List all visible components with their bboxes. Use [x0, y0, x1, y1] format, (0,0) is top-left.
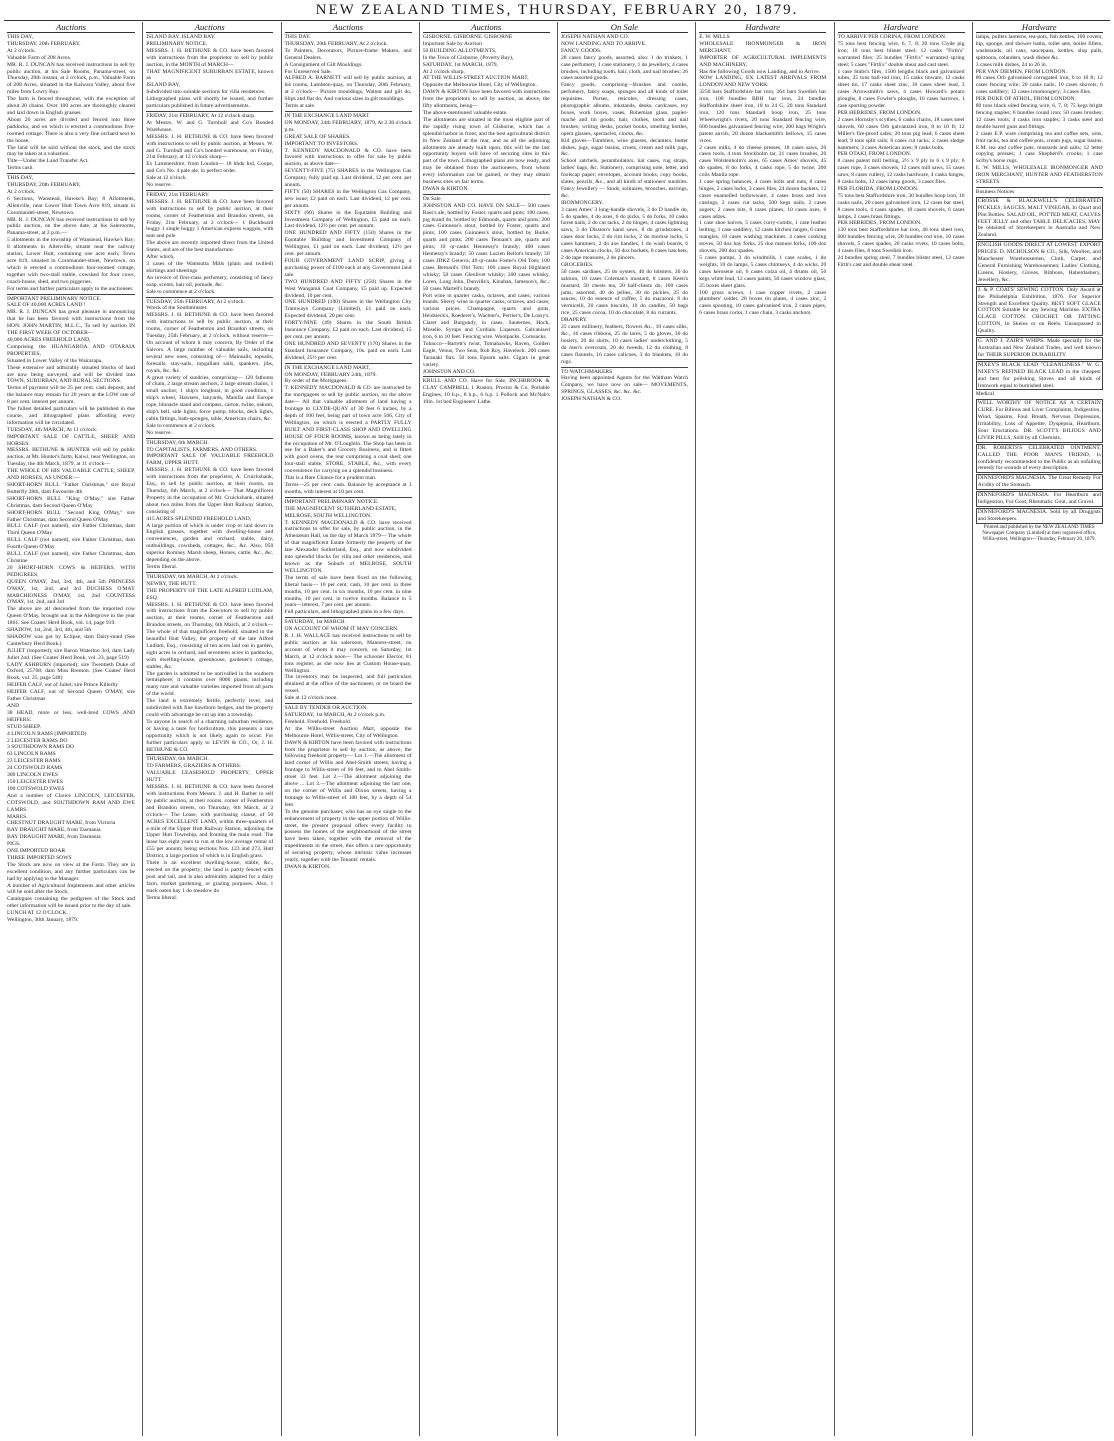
columns — [4, 22, 1110, 1438]
ad-heading: ISLAND BAY. ISLAND BAY. — [146, 34, 216, 40]
ad-heading: 24 COTSWOLD RAMS — [7, 765, 63, 772]
ad-body-text: BULL CALF (not named), sire Father Christmas, dam Christine — [7, 551, 135, 564]
ad-body-text: MR. R. J. DUNCAN has received instructions to sell by public auction, at his Sale Rooms, Panama-street, on Thursday, 20th instant, at 2 o'clock, p.m., Valuable Farm of 208 Acres, situated in the Kaiwara Valley, about five miles from Lowry Bay. — [7, 61, 135, 96]
column-rule — [146, 572, 273, 573]
ad-heading: SATURDAY, 1st MARCH. — [284, 619, 346, 626]
column-rule — [976, 187, 1103, 188]
ad-heading: On Sale — [422, 195, 441, 202]
ad-heading: Terms at sale. — [284, 103, 316, 110]
ad-body-text: DAWN & KIRTON have been favored with instructions from the proprietors to sell by auction, as above, the fifty allotments, being— — [422, 89, 550, 110]
ad-body-text: 3 cases milk dishes, 24 to 26 in. — [975, 61, 1048, 68]
ad-heading: Terms liberal. — [146, 894, 178, 901]
ad-heading: IMPORTANT SALE OF VALUABLE FREEHOLD FARM, UPPER HUTT. — [146, 453, 274, 467]
ad-heading: AT THE WILLIS-STREET AUCTION MART, — [422, 75, 529, 82]
masthead: NEW ZEALAND TIMES, THURSDAY, FEBRUARY 20, 1879. — [315, 2, 799, 18]
ad-heading: ON MONDAY, FEBRUARY 24th, 1879. — [284, 371, 377, 378]
ad-heading: Important Sale by Auction — [422, 40, 482, 47]
ad-body-text: An invoice of first-class perfumery, consisting of fancy soap, scents, hair oil, pomade, &c. — [146, 274, 274, 288]
column-4 — [419, 22, 553, 1436]
ad-body-text: T. KENNEDY MACDONALD & CO. are instructed by the mortgagees to sell by public auction, on the above date— All that valuable allotment of land having a frontage to CLYDE-QUAY of 30 feet 6 inches, by a depth of 100 feet, being part of town acre 566, City of Wellington, on which is erected a PARTLY FULLY BUILT AND FIRST-CLASS SHOP AND DWELLING HOUSE OF FOUR ROOMS, known as being lately in the occupation of Mr. O'Loughlin. The Shop has been in use for a Baker's and Grocery Business, and is fitted with good ovens, the rear comprising a coal shed; one four-stall stable, STORE, STABLE, &c., with every convenience for carrying on a splendid business. — [284, 385, 412, 475]
ad-heading: Wreck of the Southminster. — [146, 305, 208, 312]
ad-body-text: 75 tons best Staffordshire iron, 30 bundles hoop iron, 16 casks nails, 20 cases galvanised iron, 12 cases bar steel, 8 cases tools, 4 cases spades, 10 cases shovels, 6 cases lamps, 2 cases brass fittings. — [837, 192, 965, 220]
ad-heading: At 2 o'clock. — [7, 188, 36, 195]
ad-heading: Business Notices — [975, 188, 1015, 195]
ad-heading: IRONMONGERY. — [561, 199, 604, 206]
ad-heading: No reserve. — [146, 429, 173, 436]
ad-heading: NEWRY, THE HUTT. — [146, 580, 197, 587]
ad-heading: IMPORTANT PRELIMINARY NOTICE. — [284, 498, 379, 505]
ad-heading: THIS DAY. — [284, 34, 311, 40]
ad-body-text: At Messrs. W. and G. Turnbull and Co's Bonded Warehouse. — [146, 119, 274, 133]
ad-body-text: To anyone in search of a charming suburban residence, or having a taste for horticulture, this presents a rare opportunity which is not likely again to occur. For further particulars apply to LEVIN & CO., Or, J. H. BETHUNE & CO. — [146, 718, 274, 753]
ad-heading: IMPORTANT TO INVESTORS. — [284, 140, 359, 147]
ad-heading: GROCERIES. — [561, 261, 594, 268]
ad-body-text: The above-mentioned valuable estate. — [422, 109, 508, 116]
ad-heading: TO ARRIVE PER CORINA, FROM LONDON. — [837, 34, 947, 40]
ad-heading: Sale at 12 o'clock noon. — [284, 695, 338, 702]
column-6 — [695, 22, 829, 1436]
ad-heading: No reserve. — [146, 182, 173, 189]
ad-body-text: At the Willis-street Auction Mart, opposite the Melbourne Hotel, Willis-street, City of Wellington. — [284, 725, 412, 739]
ad-body-text: SHORT-HORN BULL "Second King O'May," sire Father Christmas, dam Second Queen O'May — [7, 509, 135, 523]
ad-heading: THE PROPERTY OF THE LATE ALFRED LUDLAM, ESQ. — [146, 587, 274, 601]
ad-body-text: 3250 bars Staffordshire bar iron, 264 bars Swedish bar iron, 100 bundles BBH bar iron, 24 bundles Staffordshire sheet iron, 10 to 24 G, 20 tons Standard iron, 120 tons Standard hoop iron, 25 tons Wheelwright's rivets, 20 tons Standard fencing wire, 600 bundles galvanized fencing wire, 200 bags Wright's patent anvils, 20 dozen blacksmith's bellows, 15 cases vices. — [699, 89, 827, 144]
column-7 — [834, 22, 968, 1436]
ad-heading: IMPORTANT SALE OF CATTLE, SHEEP, AND HORSES. — [7, 433, 135, 447]
ad-body-text: SHORT-HORN BULL "Father Christmas," sire Royal Butterfly 28th, dam Favourite 4th — [7, 482, 135, 495]
ad-display-heading: JOSEPH NATHAN AND CO. — [561, 34, 630, 40]
ad-body-text: 2 cases Hornsby's scythes, 6 casks chains, 18 cases steel shovels, 60 cases Orb galvanized iron, 8 to 10 ft; 12 Miller's fire-proof safes; 20 tons pig lead; 6 cases sheet lead; 9 tons split rails; 6 cases cut tacks; 2 cases sledge hammers; 3 cases American axes; 8 casks bolts. — [837, 116, 965, 151]
ad-heading: THURSDAY, 6th MARCH, At 2 o'clock. — [146, 573, 239, 580]
ad-heading: 3 SOUTHDOWN RAMS DO — [7, 744, 74, 751]
ad-body-text: 5 allotments in the township of Wanstead, Hawke's Bay; 8 allotments in Allenville, situate near the railway station, Lower Hutt, containing one acre each; Town acre 819, situated in Coromandel-street, Newtown, on which is erected a commodious four-roomed cottage, together with two-stall stable, cowshed for four cows, coach-house, shed, and two piggeries. — [7, 237, 135, 285]
ad-heading: NOW LANDING AND TO ARRIVE. — [561, 40, 647, 47]
ad-heading: 100 COTSWOLD EWES — [7, 785, 65, 792]
ad-body-text: 50 cases sardines, 25 do oysters, 40 do lobsters, 30 do salmon, 10 cases Coleman's mustard, 8 cases Keen's mustard, 50 chests tea, 20 half-chests do, 100 cases jams, assorted, 40 do jellies, 30 do pickles, 25 do sauces, 10 do essence of coffee, 5 do macaroni, 8 do vermicelli, 20 cases biscuits, 10 do candles, 50 bags rice, 25 cases cocoa, 10 do chocolate, 8 do currants. — [561, 268, 688, 317]
boxed-advertisement: ENGLISH GOODS DIRECT AT LOWEST EXPORT PRICES. D. NICHOLSON & CO., Silk, Woollen, and Manchester Warehousemen, Cloth, Carpet, and General Furnishing Warehousemen; Ladies' Clothing, Linens, Hosiery, Gloves, Ribbons, Haberdashery, Jewellery, &c. — [977, 242, 1101, 283]
ad-heading: FANCY GOODS. — [561, 47, 602, 54]
ad-heading: TUESDAY, 4th MARCH, At 11 o'clock. — [7, 426, 98, 433]
ad-body-text: Terms of payment will be 25 per cent. cash deposit, and the balance may remain for 20 years at the LOW rate of 8 per cent. interest per annum. — [7, 385, 135, 406]
ad-heading: TUESDAY, 25th FEBRUARY, At 2 o'clock. — [146, 298, 246, 305]
ad-body-text: T. KENNEDY MACDONALD & CO. have received instructions to offer for sale, by public auction, in the Athenæum Hall, on the day of March 1879— The whole of that magnificent Estate formerly the property of the late Alexander Sutherland, Esq., and now subdivided into splendid blocks for villa and other residences, and known as the Suburb of MELROSE, SOUTH WELLINGTON. — [284, 519, 412, 574]
ad-heading: THURSDAY, 20th FEBRUARY, At 2 o'clock. — [284, 40, 388, 47]
ad-body-text: Port wine in quarter casks, octaves, and cases; various brands. Sherry wine in quarter casks, octaves, and cases; various prices. Champagne, quarts and pints, Heidsieck's, Roederer's, Wachter's, Perrier's, De Lossy's. Claret and Burgundy, in cases. Sauternes, Hock, Moselle. Syrups and Cordials. Liqueurs. Galvanised iron, 6 to 10 feet. Fencing wire. Woolpacks. Cornsacks. — [422, 292, 550, 340]
ad-body-text: Has the following Goods now Landing, and to Arrive. — [699, 68, 821, 75]
ad-heading: IMPORTANT PRELIMINARY NOTICE. — [7, 295, 102, 302]
boxed-advertisement: DINNEFORD'S MAGNESIA. The Great Remedy For Acidity of the Stomach. — [977, 475, 1101, 489]
ad-heading: PER OTAKI, FROM LONDON. — [837, 151, 912, 158]
ad-body-text: JOHNSTON AND CO. HAVE ON SALE— 500 cases Bass's ale, bottled by Foster, quarts and pints; 100 cases, pig brand do, bottled by Edmonds, quarts and pints; 200 cases Guinness's stout, bottled by Foster, quarts and pints; 100 cases Guinness's stout, bottled by Burke, quarts and pints; 200 cases Tennant's ale, quarts and pints; 10 qr-casks Hennessy's brandy; 400 cases Hennessy's brandy; 50 cases Lucien Bellot's brandy; 50 cases JDKZ Geneva; 40 qr-casks Foster's Old Tom; 100 cases Bernard's Old Tom; 100 cases Royal Highland whisky; 50 cases Glenlivet whisky; 200 cases whisky, Loren, Long John, Dunville's, Kinahan, Jameson's, &c.; 50 cases Martell's brandy. — [422, 202, 550, 292]
ad-heading: WHOLESALE IRONMONGER & IRON MERCHANT, — [699, 40, 827, 54]
ad-body-text: KRULL AND CO. Have for Sale, INCHBROOK & CLAY CAMPBELL 1 Ruston, Proctor & Co. Portable Engines, 10 h.p., 8 h.p., 6 h.p. 1 Pollock and McNab's 10in. 1st bed Engineers' Lathe. — [422, 378, 550, 406]
ad-heading: FRIDAY, 21st FEBRUARY. — [146, 191, 210, 198]
ad-body-text: MESSRS. BETHUNE & HUNTER will sell by public auction, at Mr. Hunter's farm, Kaiwi, near Wellington, on Tuesday, the 4th March, 1879, at 11 o'clock— — [7, 447, 135, 468]
column-heading: Hardware — [838, 22, 965, 33]
ad-body-text: The fullest detailed particulars will be published in due course, and lithographed plans affording every information will be circulated. — [7, 406, 135, 426]
column-rule — [285, 617, 412, 618]
ad-heading: JOHNSTON AND CO. — [422, 368, 476, 375]
ad-body-text: 100 gross screws, 1 case copper rivets, 2 cases plumbers' solder, 20 boxes tin plates, 4 cases zinc, 2 cases spouting, 10 cases galvanised iron, 2 cases pipes, 6 cases brass cocks, 1 case chain, 3 casks anchors. — [699, 289, 827, 317]
ad-heading: TO CAPITALISTS, FARMERS, AND OTHERS. — [146, 446, 258, 453]
column-5 — [557, 22, 691, 1436]
ad-body-text: 2 cases mills, 4 do cheese presses, 18 cases saws, 20 cases tools, 4 tons Stockholm tar, 21 cases brushes, 20 cases Wolstenholm's axes, 65 cases Ames' shovels, 45 do spades, 8 do forks, 4 casks rope, 5 do twine, 200 coils Manila rope. — [699, 144, 827, 179]
ad-body-text: For terms and further particulars apply to the auctioneer. — [7, 285, 134, 292]
ad-body-text: T. KENNEDY MACDONALD & CO. have been favored with instructions to offer for sale by public auction, as above date— — [284, 147, 412, 168]
ad-heading: LUNCH AT 12 O'CLOCK. — [7, 910, 68, 917]
column-rule — [285, 703, 412, 704]
ad-heading: Situated in Lower Valley of the Wairarapa. — [7, 357, 103, 364]
ad-body-text: These extensive and admirably situated blocks of land are now being surveyed, and will be divided into TOWN, SUBURBAN, AND RURAL SECTIONS. — [7, 364, 135, 385]
ad-body-text: MESSRS. J. H. BETHUNE & CO. have been favored with instructions from the proprietor to sell by public auction, in the MONTH of MARCH— — [146, 47, 274, 68]
ad-body-text: ALFRED A. BARNETT will sell by public auction, at his rooms, Lambton-quay, on Thursday, 20th February, at 2 o'clock— Picture mouldings, Walnut and gilt do, Slips and flat do, And various sizes in gilt mouldings. — [284, 75, 412, 103]
ad-heading: THREE IMPORTED SOWS — [7, 854, 72, 861]
ad-body-text: 8 cases patent mill belting, 2½ x 9 ply to 6 x 9 ply; 6 cases rope, 3 cases shovels, 12 cases mill saws, 15 cases saws, 8 cases cutlery, 12 casks hardware, 4 casks hinges, 8 casks bolts, 12 cases lamp goods, 3 cases files. — [837, 158, 965, 186]
ad-heading: Sale to commence at 2 o'clock. — [146, 422, 216, 429]
ad-heading: GISBORNE. GISBORNE. GISBORNE — [422, 34, 513, 40]
ad-body-text: The terms of sale have been fixed on the following liberal basis— 10 per cent. cash, 10 per cent. in three months, 10 per cent. in six months, 10 per cent. in nine months, 10 per cent. in twelve months. Balance in 5 years—interest, 7 per cent. per annum. — [284, 574, 412, 609]
column-heading: On Sale — [561, 22, 688, 33]
ad-body-text: Ex Lammershire, from London— 18 hhds Ind, Coope, and Co's No. 4 pale ale, in perfect order. — [146, 161, 274, 175]
ad-body-text: 28 cases fancy goods, assorted, also: 1 do trinkets, 1 case perfumery, 1 case stationery, 1 do jewellery, 4 cases brushes, including tooth, hair, cloth, and nail brushes; 26 cases assorted goods. — [561, 54, 688, 82]
ad-body-text: 24 bundles spring steel, 7 bundles blister steel, 12 cases Firth's cast and double shear steel. — [837, 255, 965, 268]
ad-body-text: To the genuine purchaser, who has an eye single to the enhancement of property in the upper portion of Willis-street, the present proposal offers every facility to possess the homes of the neighbourhood of the street have been taken, together with the removal of the impediments in the street, this offers a rare opportunity of securing property, whose intrinsic value increases yearly, together with the Tenants' rentals. — [284, 808, 412, 864]
ad-heading: IN THE EXCHANGE LAND MART, — [284, 364, 370, 371]
ad-display-heading: E. W. MILLS — [699, 34, 730, 40]
ad-body-text: MESSRS. J. H. BETHUNE & CO. have been favored with instructions from the proprietor, A. Cruickshank, Esq., to sell by public auction, at their rooms, on Thursday, 6th March, at 2 o'clock— That Magnificent Property in the occupation of Mr. Cruickshank, situated about two miles from the Upper Hutt Railway Station, consisting of — [146, 467, 274, 515]
ad-body-text: 1 case shoe knives, 5 cases curry-combs, 1 case leather belting, 1 case saddlery, 12 cases kitchen ranges, 6 cases mangles, 10 cases washing machines, 4 cases cooking stoves, 50 doz hay forks, 25 doz manure forks, 100 doz shovels, 200 doz spades. — [699, 220, 827, 255]
ad-heading: GREAT SALE OF SHARES. — [284, 133, 351, 140]
ad-heading: IMPORTER OF AGRICULTURAL IMPLEMENTS AND MACHINERY, — [699, 54, 827, 68]
ad-body-text: BAY DRAUGHT MARE, from Tasmania — [7, 834, 101, 841]
column-rule — [285, 497, 412, 498]
ad-body-text: 1 case Stubs's files, 1500 lengths black and galvanized tubes, 25 tons ball-rod iron, 15 casks tinware, 12 casks sheet tin, 17 casks sheet zinc, 10 cases sheet lead, 3 cases Arrowsmith's saws, 4 cases Howard's potato ploughs, 8 cases Fowler's ploughs, 16 cases harrows, 1 case sporting powder. — [837, 68, 965, 110]
ad-body-text: This is a Rare Chance for a prudent man. — [284, 475, 377, 482]
boxed-advertisement: CROSSE & BLACKWELL'S CELEBRATED PICKLES, SAUCES, MALT VINEGAR, In Quart and Pint Bottles. SALAD OIL, POTTED MEAT, CALVES FEET JELLY and other TABLE DELICACIES, MAY be obtained of Storekeepers in Australia and New Zealand. — [977, 197, 1101, 239]
ad-body-text: SHADOW, 1st, 2nd, 3rd, 4th, and 5th — [7, 627, 92, 634]
ad-body-text: The farm is fenced throughout, with the exception of about 20 chains. Over 100 acres are thoroughly cleared and laid down in English grasses. — [7, 96, 135, 116]
ad-body-text: HEIFER CALF, out of Juliet; sire Prince Killerby — [7, 682, 119, 689]
ad-body-text: 130 tons best Staffordshire bar iron, 40 tons sheet iron, 600 bundles fencing wire, 20 bundles rod iron, 10 cases shovels, 5 cases spades, 20 casks rivets, 10 cases bolts, 4 cases files, 8 tons Swedish iron. — [837, 227, 965, 255]
ad-body-text: ONE HUNDRED AND FIFTY (150) Shares in the Equitable Building and Investment Company of Wellington, £1 paid on each. Last dividend, 12½ per cent. per annum. — [284, 230, 412, 258]
ad-body-text: Having been appointed Agents for the Waltham Watch Company, we have now on sale— MOVEMENTS, SPRINGS, GLASSES, &c. &c. &c. — [561, 375, 688, 396]
ad-heading: ONE IMPORTED BOAR — [7, 848, 66, 855]
ad-heading: AND — [7, 703, 20, 709]
ad-heading: SATURDAY, 1st MARCH, 1879, — [422, 61, 498, 68]
ad-body-text: 2 cases E.P. ware comprising tea and coffee sets, urns, fruit racks, tea and coffee pots, cream jugs, sugar basins, E.M. tea and coffee pots, mustards and salts; 12 letter copying presses; 1 case Shepherd's crooks; 1 case Scrby's horse rugs. — [975, 130, 1103, 165]
column-rule — [561, 367, 688, 368]
ad-heading: Medical — [975, 391, 995, 398]
column-rule — [7, 173, 135, 174]
ad-heading: After which, — [146, 254, 175, 261]
ad-heading: THURSDAY, 6th MARCH. — [146, 439, 209, 446]
ad-heading: THIS DAY, — [7, 34, 34, 40]
ad-body-text: The land will be sold without the stock, and the stock may be taken at a valuation. — [7, 144, 135, 158]
ad-heading: 23 LEICESTER RAMS — [7, 758, 61, 765]
ad-display-heading: 415 ACRES SPLENDID FREEHOLD LAND, — [146, 515, 252, 522]
column-rule — [146, 438, 273, 439]
ad-heading: PER HEBRIDES, FROM LONDON. — [837, 109, 922, 116]
ad-body-text: Subdivided into suitable sections for villa residences. — [146, 89, 266, 96]
ad-heading: PER HEBRIDES, FROM LONDON. — [837, 220, 922, 227]
column-rule — [285, 363, 412, 364]
ad-body-text: 1 case spring balances, 4 cases bolts and nuts, 8 cases hinges, 2 cases locks, 3 cases files, 24 dozen buckets, 12 cases enamelled hollowware, 4 cases brass and iron castings, 2 cases cut tacks, 500 kegs nails, 2 cases augers, 2 cases bits, 8 cases planes, 10 cases axes, 6 cases adzes. — [699, 179, 827, 220]
column-rule — [146, 297, 273, 298]
ad-heading: PRELIMINARY NOTICE. — [146, 40, 208, 47]
column-heading: Hardware — [699, 22, 826, 33]
ad-heading: THIS DAY, — [7, 175, 34, 182]
ad-body-text: SHADOW was got by Eclipse, dam Dairy-maid (See Canterbury Herd Book.) — [7, 633, 135, 647]
ad-body-text: 3 cases Ames' 3 long-handle shovels, 3 do D handle do, 5 do spades, 4 do axes, 6 do picks, 5 do forks, 10 casks horse nails, 2 do cut tacks, 2 do hinges, 4 cases lightning saws, 3 do Disston's hand saws, 8 do grindstones, 4 cases door locks, 2 do rim locks, 2 do mortise locks, 5 cases hammers, 2 do axe handles, 1 do wash boards, 6 cases American clocks, 50 doz buckets, 8 cases hatchets, 2 do tape measures, 2 do pincers. — [561, 206, 688, 261]
printer-imprint: Printed and published by the NEW ZEALAND TIMES Newspaper Company (Limited) at their registered office, Willis-street, Wellington—Thursday, February 20, 1879. — [982, 524, 1097, 542]
ad-body-text: About 20 acres are divided and fenced into three paddocks, and on which is erected a commodious five-roomed cottage. There is also a very fine orchard next to the house. — [7, 116, 135, 144]
column-heading: Hardware — [976, 22, 1103, 33]
column-rule — [146, 111, 273, 112]
ad-heading: TO FARMERS, GRAZIERS & OTHERS. — [146, 763, 242, 770]
ad-heading: Terms cash. — [7, 165, 34, 172]
ad-body-text: FORTY-NINE (49) Shares in the South British Insurance Company, £2 paid on each. Last dividend, 15 per cent. per annum. — [284, 320, 412, 340]
ad-heading: Sale at 12 o'clock. — [146, 175, 188, 182]
ad-heading: DRAPERY. — [561, 317, 588, 324]
ad-body-text: Catalogues containing the pedigrees of the Stock and other information will be issued prior to the day of sale. — [7, 896, 135, 910]
ad-body-text: 80 tons black oiled fencing wire, 6, 7, 8; 75 kegs bright fencing staples; 6 bundles round iron; 50 cases brushes; 12 cases tools; 4 casks iron staples; 3 casks steel and double barrel guns and fittings. — [975, 103, 1103, 130]
column-heading: Auctions — [7, 22, 135, 33]
ad-body-text: To Painters, Decorators, Picture-frame Makers, and General Dealers. — [284, 47, 412, 61]
ad-heading: NOW LANDING, EX LATEST ARRIVALS FROM LONDON AND NEW YORK: — [699, 75, 827, 89]
ad-body-text: FIFTY (50) SHARES in the Wellington Gas Company, new issue; £2 paid on each. Last dividend, 12 per cent. per annum. — [284, 188, 412, 209]
ad-heading: THE MAGNIFICENT SUTHERLAND ESTATE, — [284, 505, 397, 512]
column-heading: Auctions — [423, 22, 550, 33]
ad-body-text: JULIET (imported); sire Baron Waterloo 3rd, dam Lady Juliet 2nd. (See Coates' Herd Book, vol. 23, page 519) — [7, 647, 135, 661]
column-3 — [281, 22, 415, 1436]
ad-heading: IN THE EXCHANGE LAND MART. — [284, 112, 370, 119]
ad-body-text: R. J. H. WALLACE has received instructions to sell by public auction at his saleroom, Manners-street, on account of whom it may concern, on Saturday, 1st March, at 12 o'clock noon— The schooner Elector, 81 tons register, as she now lies at Custom House-quay, Wellington. — [284, 633, 412, 674]
boxed-advertisement: J. & P. COATS' SEWING COTTON. Only Award at the Philadelphia Exhibition, 1876. For Superior Strength and Excellent Quality. BEST SOFT GLACE COTTON Suitable for any Sewing Machine. EXTRA GLACE COTTON. CROCHET OR TATTING COTTON, In Skeins or on Reels. Unsurpassed in Quality. — [977, 286, 1101, 335]
ad-heading: 20 SHORT-HORN COWS & HEIFERS, WITH PEDIGREES, — [7, 564, 135, 578]
ad-heading: SALE BY TENDER OR AUCTION. — [284, 705, 368, 712]
ad-body-text: 5 cases pumps, 3 do windmills, 1 case scales, 1 do weights, 10 do lamps, 5 cases chimneys, 4 do wicks, 20 cases kerosene oil, 6 cases colza oil, 4 drums oil, 50 kegs white lead, 12 cases paints, 50 cases window glass, 25 boxes sheet glass. — [699, 255, 827, 289]
ad-heading: Opposite the Melbourne Hotel, City of Wellington. — [422, 82, 537, 89]
ad-body-text: And a number of Choice LINCOLN, LEICESTER, COTSWOLD, and SOUTHDOWN RAM AND EWE LAMBS. — [7, 792, 135, 813]
column-8 — [972, 22, 1106, 1436]
ad-heading: STUD SHEEP. — [7, 723, 41, 730]
ad-heading: Comprising the HUANGAROA AND OTARAIA PROPERTIES, — [7, 343, 135, 357]
ad-body-text: Full particulars, and lithographed plans in a few days. — [284, 609, 405, 616]
column-2 — [142, 22, 276, 1436]
ad-heading: Sale to commence at 2 o'clock. — [146, 288, 216, 295]
ad-body-text: SEVENTY-FIVE (75) SHARES in the Wellington Gas Company, fully paid up. Last dividend, 12 per cent. per annum. — [284, 168, 412, 189]
ad-body-text: A great variety of sundries, comprising— 120 fathoms of chain, 2 large stream anchors, 2 large stream chains, 1 small anchor, 1 ship's longboat, in good condition, 1 ship's wheel, Hawsers, lanyards, Manilla and Europe rope, binnacle stand and compass, carton, twine, oakum, ship's bell, side lights, force pump, blocks, deck lights, cabin fittings, bath-sponges, table, American chairs, &c. — [146, 374, 274, 422]
ad-body-text: BAY DRAUGHT MARE, from Tasmania — [7, 827, 101, 834]
ad-heading: PER VAN DIEMEN, FROM LONDON. — [975, 68, 1067, 75]
ad-heading: SATURDAY, 1st MARCH, At 2 o'clock p.m. — [284, 712, 386, 718]
ad-body-text: 80 cases Orb galvanised corrugated iron, 6 to 10 ft; 12 cases fencing wire; 20 casks nails; 10 cases shovels; 6 cases saddlery; 12 cases ironmongery; 3 cases files. — [975, 75, 1103, 96]
ad-body-text: There is an excellent dwelling-house, stable, &c., erected on the property; the land is partly fenced with post and rail, and is also admirably adapted for a dairy farm, market gardening, or grazing purposes. Also, 1 stack oaten hay 1 do meadow do — [146, 860, 274, 894]
ad-heading: Freehold. Freehold. Freehold. — [284, 718, 352, 725]
ad-body-text: The above are recently imported direct from the United States, and are of the best manufacture. — [146, 240, 274, 254]
ad-heading: 150 LEICESTER EWES — [7, 778, 63, 785]
boxed-advertisement: DINNEFORD'S MAGNESIA. Sold by all Druggists and Storekeepers. — [977, 509, 1101, 522]
boxed-advertisement: DR. ROBERTS'S CELEBRATED OINTMENT, CALLED THE POOR MAN'S FRIEND, Is confidently recommended to the Public as an unfailing remedy for wounds of every description. — [977, 444, 1101, 472]
ad-heading: THE WHOLE OF HIS VALUABLE CATTLE, SHEEP, AND HORSES, AS UNDER:— — [7, 468, 135, 482]
ad-body-text: SIXTY (60) Shares in the Equitable Building and Investment Company of Wellington, £5 paid on each. Last dividend, 12½ per cent. per annum. — [284, 209, 412, 230]
ad-body-text: BULL CALF (not named), sire Father Christmas, dam Third Queen O'May — [7, 523, 135, 537]
ad-heading: 63 LINCOLN RAMS — [7, 751, 56, 758]
ad-heading: FRIDAY, 21st FEBRUARY, At 12 o'clock sharp. — [146, 112, 256, 119]
ad-body-text: Fancy goods, comprising—Brushes and combs, perfumery, fancy soaps, sponges and all kinds of toilet requisites. Purses, reticules, dressing cases, photographic albums, inkstands, desks, cardcases, toy boxes, work boxes, vases, Bohemian glass, papier-maché and tin goods; hair, clothes, tooth and nail brushes; writing desks, pocket books, smelling bottles, opera glasses, spectacles, clocks, &c. — [561, 82, 688, 137]
ad-heading: ON ACCOUNT OF WHOM IT MAY CONCERN. — [284, 626, 399, 633]
ad-body-text: LADY ASHBURN (imported); sire Twentieth Duke of Oxford, 25708; dam Miss Brenton. (See Coates' Herd Book, vol. 25, page 548) — [7, 661, 135, 682]
ad-heading: 300 LINCOLN EWES — [7, 772, 58, 779]
ad-heading: For Unreserved Sale. — [284, 68, 332, 75]
ad-heading: THAT MAGNIFICENT SUBURBAN ESTATE, known as — [146, 68, 274, 82]
ad-body-text: MR. R. J. DUNCAN has received instructions to sell by public auction, on the above date, at his Salerooms, Panama-street, at 2 p.m.— — [7, 216, 135, 237]
ad-body-text: MR. R. J. DUNCAN has great pleasure in announcing that he has been favored with instructions from the HON. JOHN MARTIN, M.L.C., To sell by auction IN THE FIRST WEEK OF OCTOBER— — [7, 309, 135, 337]
masthead-rule — [4, 20, 1110, 21]
ad-body-text: Kid gloves—Tumblers, wine glasses, decanters, butter dishes, jugs, sugar basins, cruets, cream and milk jugs, &c. — [561, 137, 688, 158]
ad-heading: VALUABLE LEASEHOLD PROPERTY, UPPER HUTT. — [146, 770, 274, 784]
ad-body-text: QUEEN O'MAY, 2nd, 3rd, 4th, and 5th PRINCESS O'MAY, 1st, 2nd, and 3rd DUCHESS O'MAY MARCHIONESS O'MAY, 1st, 2nd COUNTESS O'MAY, 1st, 2nd, and 3rd — [7, 578, 135, 606]
ad-heading: ON MONDAY, 24th FEBRUARY, 1879, At 2.30 o'clock p.m. — [284, 119, 412, 133]
boxed-advertisement: DINNEFORD'S MAGNESIA. For Heartburn and Indigestion, For Gout, Rheumatic Gout, and Gravel. — [977, 492, 1101, 506]
column-rule — [146, 754, 273, 755]
ad-heading: DWAN & KIRTON. — [284, 863, 331, 870]
ad-heading: TO WATCHMAKERS — [561, 368, 613, 375]
ad-body-text: A large portion of which is under crop or laid down in English grasses, together with dwelling-house and conveniences, garden and orchard, stable, dairy, outbuildings, cowsheds, cottages, &c., &c. Also, 950 superior Romney Marsh sheep, Horses, cattle, &c., &c. depending on the above. — [146, 522, 274, 564]
column-heading: Auctions — [146, 22, 273, 33]
ad-body-text: 38 HEAD, more or less, well-bred COWS AND HEIFERS. — [7, 709, 135, 723]
ad-heading: At 2 o'clock sharp, — [422, 68, 465, 75]
ad-body-text: MESSRS. J. H. BETHUNE & CO. have been favored with instructions to sell by public auction, at their rooms, corner of Featherston and Brandon streets, on Friday, 21st February, at 2 o'clock— 1 Buckboard buggy 1 single buggy 1 American express waggon, with seat and pole — [146, 198, 274, 240]
ad-body-text: 75 tons best fencing wire, 6, 7, 8; 20 tons Clyde pig iron; 10 tons best blister steel; 12 casks "Firth's" warranted files; 25 bundles "Firth's" warranted spring steel; 5 cases "Firth's" double shear and cast steel. — [837, 40, 965, 68]
ad-heading: 4 LINCOLN RAMS (IMPORTED) — [7, 730, 87, 737]
ad-body-text: The Stock are now on view at the Farm. They are in excellent condition, and any further particulars can be had by applying to the Manager. — [7, 861, 135, 882]
ad-body-text: Terms—25 per cent. cash. Balance by acceptance at 3 months, with interest at 10 per cent. — [284, 482, 412, 495]
ad-body-text: School satchels, perambulators, hat cases, rug straps, ladies' bags, &c. Stationery, comprising note, letter, and foolscap paper; envelopes, account books, copy books, slates, pencils, &c., and all kinds of stationers' sundries. Fancy Jewellery — Studs, solitaires, brooches, earrings, &c. — [561, 158, 688, 199]
ad-heading: In the Town of Gisborne, (Poverty Bay), — [422, 54, 514, 61]
ad-body-text: A number of Agricultural Implements and other articles will be sold after the Stock. — [7, 882, 135, 896]
ad-body-text: HEIFER CALF, out of Second Queen O'MAY, sire Father Christmas — [7, 689, 135, 703]
ad-heading: PIGS. — [7, 841, 21, 848]
ad-heading: SALE OF 40,000 ACRES LAND ! — [7, 302, 86, 309]
ad-heading: THURSDAY, 6th MARCH. — [146, 756, 209, 763]
ad-body-text: BULL CALF (not named), sire Father Christmas, dam Fourth Queen O'May — [7, 537, 135, 551]
ad-body-text: FOUR GOVERNMENT LAND SCRIP, giving a purchasing power of £100 each at any Government land sale. — [284, 258, 412, 278]
ad-heading: MELROSE, SOUTH WELLINGTON. — [284, 512, 372, 519]
ad-body-text: ONE HUNDRED AND SEVENTY (170) Shares in the Standard Insurance Company, 10s. paid on each. Last dividend, 25½ per cent. — [284, 340, 412, 361]
ad-body-text: MESSRS. J. H. BETHUNE & CO. have been favored with instructions to sell by public auction, at Messrs. W. and G. Turnbull and Co's bonded warehouse, on Friday, 21st February, at 12 o'clock sharp— — [146, 133, 274, 161]
ad-heading: JOSEPH NATHAN & CO. — [561, 396, 622, 403]
ad-body-text: The inventory may be inspected, and full particulars obtained at the office of the auctioneer, or on board the vessel. — [284, 674, 412, 695]
ad-body-text: Title—Under the Land Transfer Act. — [7, 158, 89, 165]
ad-body-text: 25 cases millinery, feathers, flowers &c., 10 cases silks, &c., 16 cases ribbons, 25 do laces, 5 do gloves, 30 do hosiery, 20 do shirts, 10 cases ladies' underclothing, 5 do men's overcoats, 20 do tweeds, 12 do clothing, 8 cases flannels, 16 cases calicoes, 3 do blankets, 10 do rugs. — [561, 324, 688, 365]
ad-body-text: CHESTNUT DRAUGHT MARE, from Victoria — [7, 820, 116, 827]
ad-heading: At 2 o'clock. — [7, 47, 36, 54]
ad-body-text: DAWN & KIRTON have been favored with instructions from the proprietor to sell by auction, as above, the following freehold property— Lot 1.—The allotment of land corner of Willis and Abel-Smith streets, having a frontage to Willis-street of 66 feet, and to Abel Smith-street 33 feet. Lot 2.—The allotment adjoining the above ... Lot 3.—The allotment adjoining the last one, on the corner of Willis and Dixon streets, having a frontage to Willis-street of 100 feet, by a depth of 54 feet. — [284, 739, 412, 808]
boxed-advertisement: G. AND J. ZAIR'S WHIPS. Made specially for the Australian and New Zealand Trades, and well known for THEIR SUPERIOR DURABILITY. — [977, 338, 1101, 358]
ad-body-text: SHORT-HORN BULL "King O'May," sire Father Christmas, dam Second Queen O'May — [7, 495, 135, 509]
ad-heading: By order of the Mortgagees. — [284, 378, 348, 385]
ad-body-text: TWO HUNDRED AND FIFTY (250) Shares in the West Wanganui Coal Company, £5 paid up. Expected dividend, 10 per cent. — [284, 278, 412, 299]
column-rule — [7, 294, 135, 295]
ad-body-text: The allotments are situated in the most eligible part of the rapidly rising town of Gisborne, which has a splendid harbor in front, and the best agricultural district in New Zealand at the rear, and as all the adjoining allotments are already built upon, this will be the last opportunity buyers will have of securing sites in this part of the town. Lithographed plans are now ready, and may be obtained from the auctioneers, from whom every information can be gained, or they may obtain business sites on fair terms. — [422, 116, 550, 186]
column-rule — [285, 111, 412, 112]
ad-body-text: 3 cases of the Wamsutta Mills (plain and twilled) shirtings and sheetings — [146, 261, 274, 274]
ad-heading: DWAN & KIRTON. — [422, 185, 469, 192]
ad-body-text: Tobacco—Barrett's twist, Tomahawks, Raven, Golden Eagle, Venus, Two Seas, Rob Roy, Havelock. 200 cases Taranaki flax. 50 tons Epsom salts. Cigars in great variety. — [422, 340, 550, 368]
ad-body-text: MESSRS. J. H. BETHUNE & CO. have been favored with instructions from the Executors to sell by public auction, at their rooms, corner of Featherston and Brandon streets, on Thursday, 6th March, at 2 o'clock— The whole of that magnificent freehold, situated in the beautiful Hutt Valley, the property of the late Alfred Ludlam, Esq., consisting of ten acres laid out in garden, sight acres in orchard, and seventeen acres in paddocks, with dwelling-house, greenhouse, gardener's cottage, stables, &c. — [146, 601, 274, 670]
ad-display-heading: ISLAND BAY, — [146, 82, 181, 89]
ad-heading: THURSDAY, 20th FEBRUARY, — [7, 40, 81, 47]
ad-body-text: Wellington, 30th January, 1879. — [7, 917, 79, 924]
ad-body-text: MESSRS. J. H. BETHUNE & CO. have been favored with instructions from Messrs. J. and H. Barber to sell by public auction, at their rooms, corner of Featherston and Brandon streets, on Thursday, 6th March, at 2 o'clock— The Lease, with purchasing clause, of 50 ACRES EXCELLENT LAND, within three-quarters of a mile of the Upper Hutt Railway Station, adjoining the Upper Hutt Township, and fronting the main road. The lease has eight years to run at the low average rental of £55 per annum; being sections Nos. 123 and 273, Hutt District, a large portion of which is in English grass. — [146, 784, 274, 860]
ad-body-text: Lithographed plans will shortly be issued, and further particulars published in future advertisements. — [146, 96, 274, 110]
ad-body-text: 6 Sections, Wanstead, Hawke's Bay; 8 Allotments, Allenville, near Lower Hutt Town Acre 819, situate in Coromandel-street, Newtown. — [7, 195, 135, 216]
ad-heading: 2 LEICESTER RAMS DO — [7, 737, 68, 744]
ad-heading: PER DUKE OF ATHOL, FROM LONDON. — [975, 96, 1076, 103]
ad-heading: Valuable Farm of 208 Acres. — [7, 54, 72, 61]
ad-display-heading: 40,000 ACRES FREEHOLD LAND, — [7, 336, 91, 343]
ad-body-text: ONE HUNDRED (100) Shares in the Wellington City Tramways Company (Limited), £1 paid on each. Expected dividend, 20 per cent. — [284, 299, 412, 320]
ad-body-text: The garden is admitted to be unrivalled in the southern hemisphere; it contains over 8000 plants, including many rare and valuable varieties imported from all parts of the world. — [146, 670, 274, 698]
boxed-advertisement: WELL WORTHY OF NOTICE AS A CERTAIN CURE. For Bilious and Liver Complaints, Indigestion, Wind, Spasms, Foul Breath, Nervous Depression, Irritability, Loss of Appetite, Dyspepsia, Heartburn, Sour Eructations. DR. SCOTT'S BILIOUS AND LIVER PILLS, Sold by all Chemists. — [977, 400, 1101, 441]
column-heading: Auctions — [285, 22, 412, 33]
ad-body-text: The land is extremely fertile, perfectly level, and subdivided with fine hawthorn hedges, and the property could with advantage be cut up into a township. — [146, 698, 274, 718]
ad-heading: MARES. — [7, 813, 28, 820]
ad-heading: THURSDAY, 20th FEBRUARY, — [7, 182, 81, 189]
ad-heading: E. W. MILLS, WHOLESALE IRONMONGER AND IRON MERCHANT, HUNTER AND FEATHERSTON STREETS. — [975, 165, 1103, 186]
ad-heading: Terms liberal. — [146, 563, 178, 570]
ad-display-heading: 50 BUILDING ALLOTMENTS, — [422, 47, 497, 54]
ad-heading: PER FLORIDA, FROM LONDON. — [837, 185, 919, 192]
ad-body-text: lamps, pullets lanterns, tea-pots, fish kettles, 100 covers, hip, sponge, and shower baths, toilet sets, boiler fillers, washstands, oil cans, saucepans, kettles, slop pails, spittoons, colanders, wash dishes &c. — [975, 34, 1103, 61]
column-rule — [423, 194, 550, 195]
boxed-advertisement: NIXEY'S BLACK LEAD "CLEANLINESS." W. G. NIXEY'S REFINED BLACK LEAD in the cheapest and best for polishing Stoves and all kinds of Ironwork equal to burnished steel. — [977, 361, 1101, 389]
ad-body-text: The above are all descended from the imported cow Queen O'May, brought out in the Aldergrove in the year 1861. See Coates' Herd Book, vol. 14, page 919. — [7, 606, 135, 627]
column-rule — [146, 190, 273, 191]
column-1 — [4, 22, 138, 1436]
ad-body-text: A Consignment of Gilt Mouldings. — [284, 61, 363, 68]
ad-body-text: MESSRS. J. H. BETHUNE & CO. have been favored with instructions to sell by public auction, at their rooms, corner of Featherston and Brandon streets, on Tuesday, 25th February, at 2 o'clock, without reserve— On account of whom it may concern, By Order of the Salvors. A large number of valuable sails, including several new ones, consisting of— Mainsails, topsails, foresails, stay-sails, topgallant sails, spankers, jibs, royals, &c. &c. — [146, 312, 274, 374]
